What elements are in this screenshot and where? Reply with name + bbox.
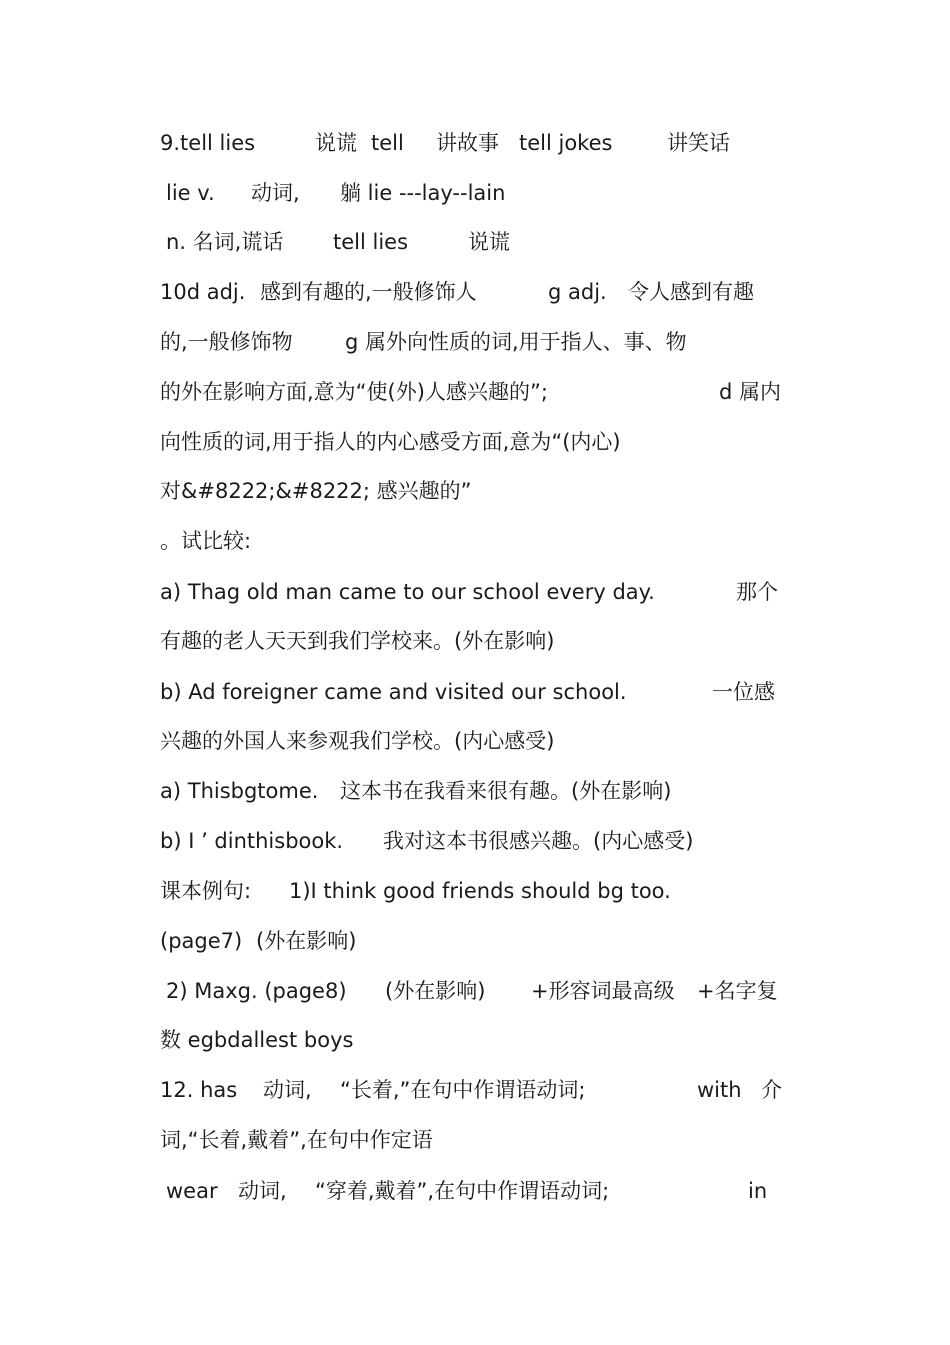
text-line bbox=[0, 725, 950, 757]
text-line bbox=[0, 276, 950, 308]
text-span: 10d adj. bbox=[160, 280, 246, 304]
text-span: 令人感到有趣 bbox=[628, 280, 754, 304]
text-span: 数 egbdallest boys bbox=[160, 1028, 354, 1052]
text-span: in bbox=[748, 1179, 768, 1203]
text-line bbox=[0, 676, 950, 708]
text-line bbox=[0, 226, 950, 258]
text-line bbox=[0, 1175, 950, 1207]
text-line bbox=[0, 625, 950, 657]
text-span: 有趣的老人天天到我们学校来。(外在影响) bbox=[160, 629, 555, 653]
text-line bbox=[0, 1074, 950, 1106]
text-span: “长着,”在句中作谓语动词; bbox=[340, 1078, 586, 1102]
text-span: 9.tell lies bbox=[160, 131, 256, 155]
text-span: 我对这本书很感兴趣。(内心感受) bbox=[383, 829, 694, 853]
text-span: tell lies bbox=[333, 230, 409, 254]
text-line bbox=[0, 925, 950, 957]
text-span: 动词, bbox=[251, 181, 300, 205]
text-span: 向性质的词,用于指人的内心感受方面,意为“(内心) bbox=[160, 430, 621, 454]
text-span: 这本书在我看来很有趣。(外在影响) bbox=[340, 779, 672, 803]
text-span: a) Thisbgtome. bbox=[160, 779, 319, 803]
text-line bbox=[0, 825, 950, 857]
text-span: lie v. bbox=[166, 181, 215, 205]
text-span: n. 名词,谎话 bbox=[166, 230, 284, 254]
text-span: 词,“长着,戴着”,在句中作定语 bbox=[160, 1128, 433, 1152]
text-span: b) Ad foreigner came and visited our school. bbox=[160, 680, 627, 704]
text-span: 。试比较: bbox=[160, 529, 252, 553]
text-span: 12. has bbox=[160, 1078, 238, 1102]
text-span: tell jokes bbox=[519, 131, 613, 155]
text-span: 讲笑话 bbox=[667, 131, 730, 155]
text-span: 1)I think good friends should bg too. bbox=[289, 879, 671, 903]
text-span: 2) Maxg. (page8) bbox=[166, 979, 347, 1003]
text-line bbox=[0, 1024, 950, 1056]
text-span: 讲故事 bbox=[436, 131, 499, 155]
text-span: 课本例句: bbox=[160, 879, 252, 903]
text-line bbox=[0, 775, 950, 807]
text-span: (外在影响) bbox=[256, 929, 357, 953]
text-span: with bbox=[697, 1078, 742, 1102]
text-line bbox=[0, 376, 950, 408]
text-span: +名字复 bbox=[697, 979, 778, 1003]
text-line bbox=[0, 475, 950, 507]
text-span: +形容词最高级 bbox=[531, 979, 675, 1003]
text-line bbox=[0, 525, 950, 557]
text-line bbox=[0, 127, 950, 159]
text-span: 的,一般修饰物 bbox=[160, 330, 293, 354]
text-line bbox=[0, 426, 950, 458]
text-span: 躺 lie ---lay--lain bbox=[340, 181, 506, 205]
text-span: b) I ’ dinthisbook. bbox=[160, 829, 344, 853]
text-span: wear bbox=[166, 1179, 218, 1203]
text-line bbox=[0, 576, 950, 608]
text-span: 动词, bbox=[263, 1078, 312, 1102]
text-span: (page7) bbox=[160, 929, 243, 953]
text-line bbox=[0, 1124, 950, 1156]
text-line bbox=[0, 875, 950, 907]
text-span: 感到有趣的,一般修饰人 bbox=[260, 280, 477, 304]
text-span: “穿着,戴着”,在句中作谓语动词; bbox=[315, 1179, 610, 1203]
text-span: 兴趣的外国人来参观我们学校。(内心感受) bbox=[160, 729, 555, 753]
text-span: 一位感 bbox=[712, 680, 775, 704]
text-span: (外在影响) bbox=[385, 979, 486, 1003]
text-span: 那个 bbox=[736, 580, 778, 604]
text-span: a) Thag old man came to our school every day. bbox=[160, 580, 655, 604]
text-span: 说谎 bbox=[468, 230, 510, 254]
text-line bbox=[0, 177, 950, 209]
text-span: 说谎 bbox=[315, 131, 357, 155]
text-span: 的外在影响方面,意为“使(外)人感兴趣的”; bbox=[160, 380, 548, 404]
text-span: tell bbox=[371, 131, 404, 155]
text-span: 介 bbox=[761, 1078, 782, 1102]
text-span: g adj. bbox=[548, 280, 607, 304]
text-span: g 属外向性质的词,用于指人、事、物 bbox=[345, 330, 687, 354]
text-line bbox=[0, 326, 950, 358]
text-line bbox=[0, 975, 950, 1007]
text-span: d 属内 bbox=[719, 380, 782, 404]
text-span: 对&#8222;&#8222; 感兴趣的” bbox=[160, 479, 472, 503]
text-span: 动词, bbox=[238, 1179, 287, 1203]
